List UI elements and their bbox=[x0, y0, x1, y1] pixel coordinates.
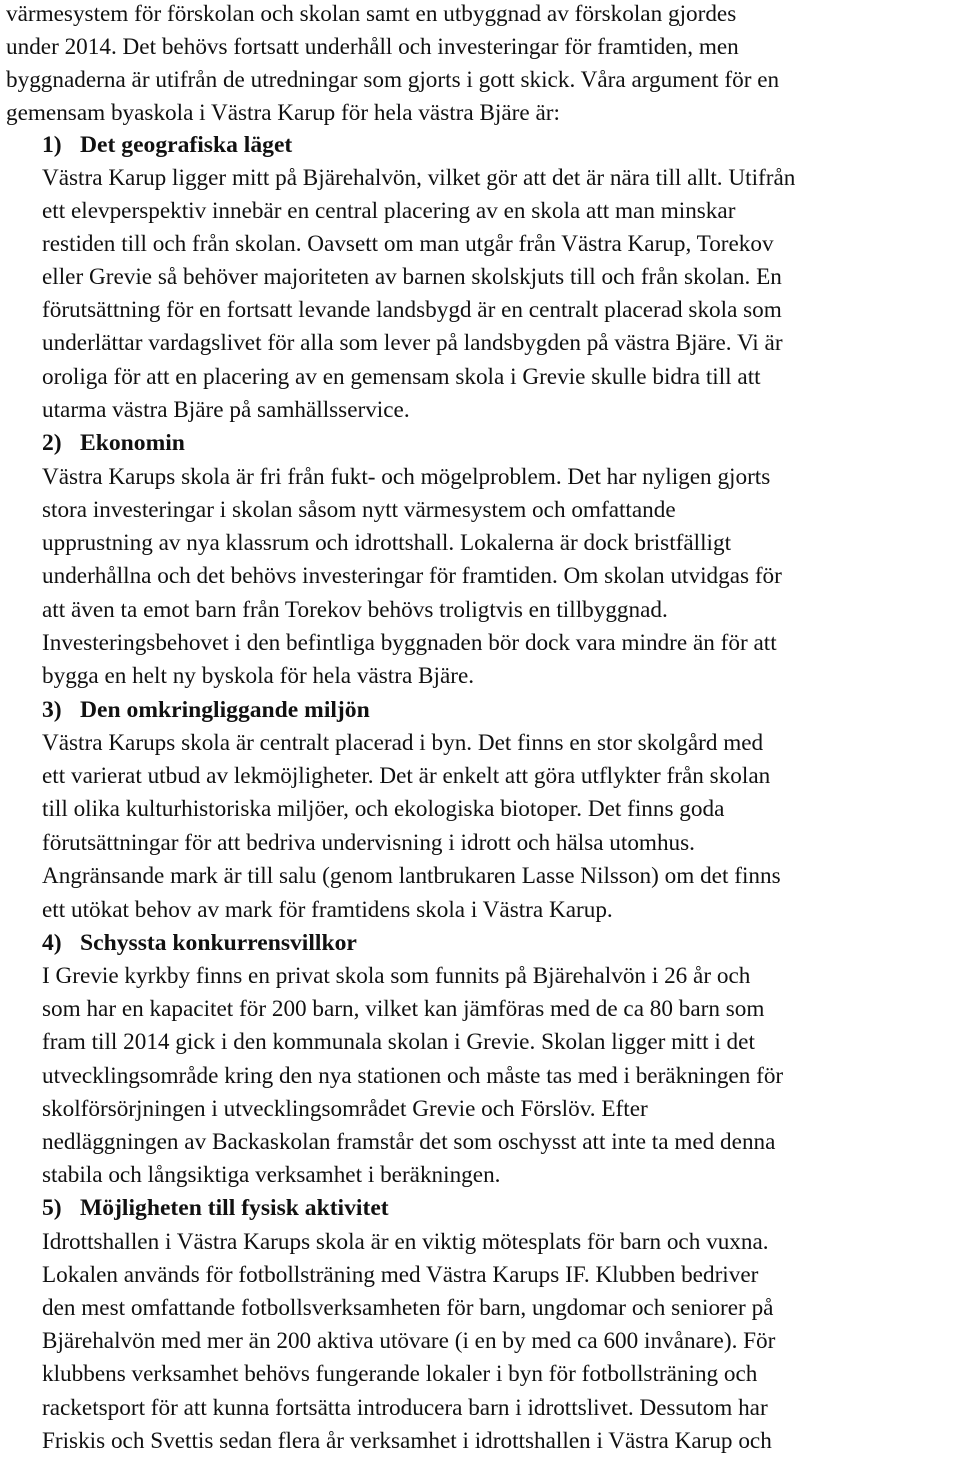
intro-line bbox=[6, 0, 736, 31]
paragraph-line: ett elevperspektiv innebär en central placering av en skola att man minskar bbox=[42, 198, 736, 224]
paragraph-line: Angränsande mark är till salu (genom lantbrukaren Lasse Nilsson) om det finns bbox=[42, 863, 781, 889]
section-heading bbox=[42, 129, 292, 162]
paragraph-line: till olika kulturhistoriska miljöer, och ekologiska biotoper. Det finns goda bbox=[42, 796, 725, 822]
paragraph-line: upprustning av nya klassrum och idrottshall. Lokalerna är dock bristfälligt bbox=[42, 530, 732, 556]
paragraph-line: Bjärehalvön med mer än 200 aktiva utövare (i en by med ca 600 invånare). För bbox=[42, 1328, 776, 1354]
section-title: Ekonomin bbox=[80, 430, 185, 456]
intro-text: värmesystem för förskolan och skolan samt en utbyggnad av förskolan gjordes bbox=[6, 1, 737, 27]
paragraph-line: oroliga för att en placering av en gemensam skola i Grevie skulle bidra till att bbox=[42, 364, 761, 390]
paragraph-line: ett varierat utbud av lekmöjligheter. Det är enkelt att göra utflykter från skolan bbox=[42, 763, 771, 789]
paragraph-line: den mest omfattande fotbollsverksamheten för barn, ungdomar och seniorer på bbox=[42, 1295, 774, 1321]
section-heading bbox=[42, 694, 370, 727]
paragraph-line: Investeringsbehovet i den befintliga byggnaden bör dock vara mindre än för att bbox=[42, 630, 777, 656]
paragraph-line: förutsättning för en fortsatt levande landsbygd är en centralt placerad skola som bbox=[42, 297, 782, 323]
paragraph-line: att även ta emot barn från Torekov behövs troligtvis en tillbyggnad. bbox=[42, 597, 668, 623]
section-number: 3) bbox=[42, 697, 62, 723]
paragraph-line: racketsport för att kunna fortsätta introducera barn i idrottslivet. Dessutom har bbox=[42, 1395, 768, 1421]
paragraph-line: underhållna och det behövs investeringar för framtiden. Om skolan utvidgas för bbox=[42, 563, 782, 589]
paragraph-line: bygga en helt ny byskola för hela västra Bjäre. bbox=[42, 663, 475, 689]
section-number: 2) bbox=[42, 430, 62, 456]
paragraph-line: Idrottshallen i Västra Karups skola är en viktig mötesplats för barn och vuxna. bbox=[42, 1229, 769, 1255]
paragraph-line: förutsättningar för att bedriva undervisning i idrott och hälsa utomhus. bbox=[42, 830, 695, 856]
section-heading bbox=[42, 427, 185, 460]
intro-text: gemensam byaskola i Västra Karup för hela västra Bjäre är: bbox=[6, 100, 560, 126]
section-heading bbox=[42, 927, 357, 960]
section-number: 4) bbox=[42, 930, 62, 956]
paragraph-line: I Grevie kyrkby finns en privat skola som funnits på Bjärehalvön i 26 år och bbox=[42, 963, 751, 989]
paragraph-line: utvecklingsområde kring den nya stationen och måste tas med i beräkningen för bbox=[42, 1063, 784, 1089]
paragraph-line: Västra Karups skola är centralt placerad i byn. Det finns en stor skolgård med bbox=[42, 730, 764, 756]
intro-line bbox=[6, 31, 739, 64]
intro-line bbox=[6, 97, 560, 130]
section-title: Möjligheten till fysisk aktivitet bbox=[80, 1195, 389, 1221]
section-title: Schyssta konkurrensvillkor bbox=[80, 930, 357, 956]
paragraph-line: restiden till och från skolan. Oavsett om man utgår från Västra Karup, Torekov bbox=[42, 231, 774, 257]
intro-line bbox=[6, 64, 779, 97]
intro-text: byggnaderna är utifrån de utredningar som gjorts i gott skick. Våra argument för en bbox=[6, 67, 780, 93]
paragraph-line: fram till 2014 gick i den kommunala skolan i Grevie. Skolan ligger mitt i det bbox=[42, 1029, 755, 1055]
paragraph-line: som har en kapacitet för 200 barn, vilket kan jämföras med de ca 80 barn som bbox=[42, 996, 765, 1022]
paragraph-line: Lokalen används för fotbollsträning med Västra Karups IF. Klubben bedriver bbox=[42, 1262, 759, 1288]
paragraph-line: eller Grevie så behöver majoriteten av barnen skolskjuts till och från skolan. En bbox=[42, 264, 782, 290]
paragraph-line: stora investeringar i skolan såsom nytt värmesystem och omfattande bbox=[42, 497, 676, 523]
paragraph-line: ett utökat behov av mark för framtidens skola i Västra Karup. bbox=[42, 897, 613, 923]
section-title: Den omkringliggande miljön bbox=[80, 697, 370, 723]
paragraph-line: Friskis och Svettis sedan flera år verksamhet i idrottshallen i Västra Karup och bbox=[42, 1428, 772, 1454]
paragraph-line: Västra Karups skola är fri från fukt- och mögelproblem. Det har nyligen gjorts bbox=[42, 464, 771, 490]
paragraph-line: utarma västra Bjäre på samhällsservice. bbox=[42, 397, 410, 423]
paragraph-line: klubbens verksamhet behövs fungerande lokaler i byn för fotbollsträning och bbox=[42, 1361, 758, 1387]
paragraph-line: nedläggningen av Backaskolan framstår det som oschysst att inte ta med denna bbox=[42, 1129, 776, 1155]
section-heading bbox=[42, 1192, 389, 1225]
section-title: Det geografiska läget bbox=[80, 132, 293, 158]
intro-text: under 2014. Det behövs fortsatt underhåll och investeringar för framtiden, men bbox=[6, 34, 739, 60]
paragraph-line: underlättar vardagslivet för alla som lever på landsbygden på västra Bjäre. Vi är bbox=[42, 330, 783, 356]
paragraph-line: stabila och långsiktiga verksamhet i beräkningen. bbox=[42, 1162, 501, 1188]
section-number: 1) bbox=[42, 132, 62, 158]
section-number: 5) bbox=[42, 1195, 62, 1221]
paragraph-line: skolförsörjningen i utvecklingsområdet Grevie och Förslöv. Efter bbox=[42, 1096, 648, 1122]
paragraph-line: Västra Karup ligger mitt på Bjärehalvön, vilket gör att det är nära till allt. Utifrån bbox=[42, 165, 796, 191]
